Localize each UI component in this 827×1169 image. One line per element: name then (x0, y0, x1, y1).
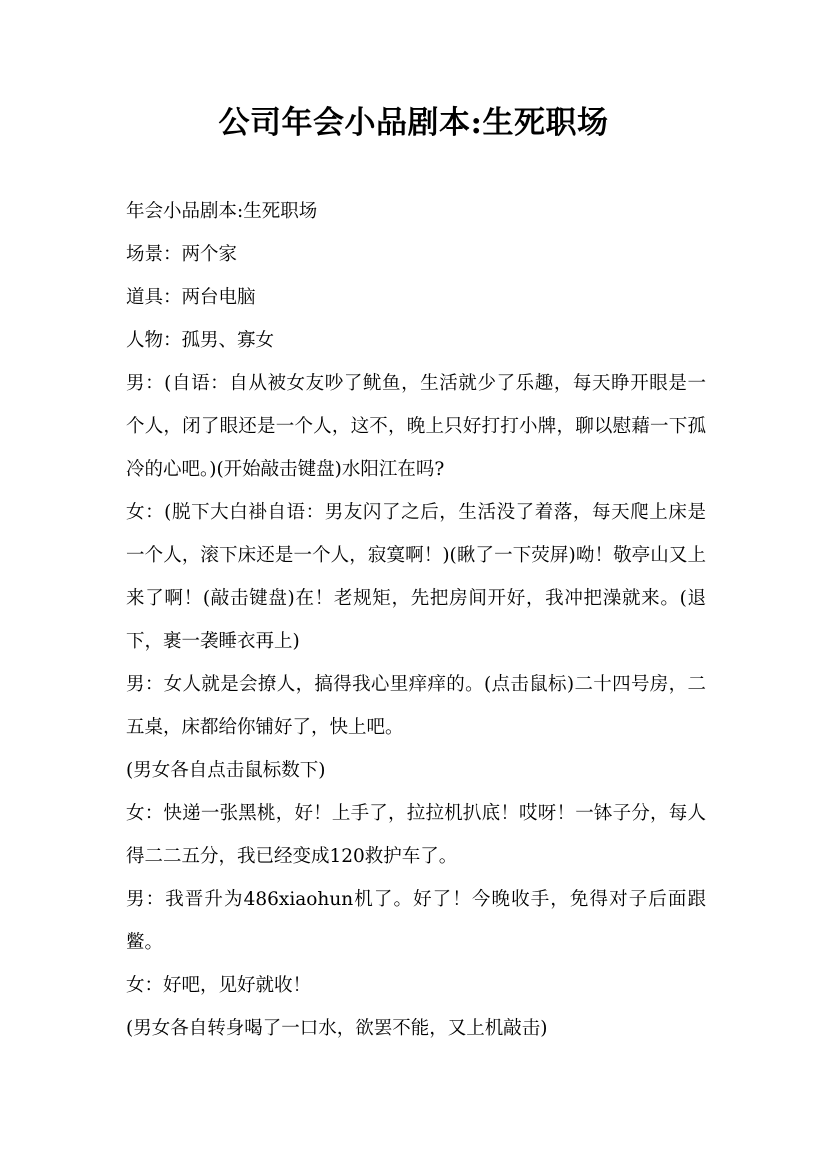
document-title: 公司年会小品剧本:生死职场 (218, 105, 609, 141)
paragraph-scene: 场景：两个家 (126, 244, 238, 265)
paragraph-dialogue: 女：快递一张黑桃，好！上手了，拉拉机扒底！哎呀！一钵子分，每人得二二五分，我已经变成120救护车了。 (126, 803, 706, 867)
paragraph-dialogue: 男：我晋升为486xiaohun机了。好了！今晚收手，免得对子后面跟鳖。 (126, 889, 706, 953)
paragraph-dialogue: 男：(自语：自从被女友吵了鱿鱼，生活就少了乐趣，每天睁开眼是一个人，闭了眼还是一个人，这不，晚上只好打打小牌，聊以慰藉一下孤冷的心吧。)(开始敲击键盘)水阳江在吗? (126, 373, 706, 480)
paragraph-characters: 人物：孤男、寡女 (126, 330, 275, 351)
paragraph-subtitle: 年会小品剧本:生死职场 (126, 201, 318, 222)
paragraph-dialogue: 女：好吧，见好就收！ (126, 975, 312, 996)
paragraph-stage-direction: (男女各自转身喝了一口水，欲罢不能，又上机敲击) (126, 1018, 548, 1039)
paragraph-dialogue: 女：(脱下大白褂自语：男友闪了之后，生活没了着落，每天爬上床是一个人，滚下床还是一个人，寂寞啊！)(瞅了一下荧屏)呦！敬亭山又上来了啊！(敲击键盘)在！老规矩，先把房间开好，我冲把澡就来。(退下，裹一袭睡衣再上) (126, 502, 706, 652)
paragraph-dialogue: 男：女人就是会撩人，搞得我心里痒痒的。(点击鼠标)二十四号房，二五桌，床都给你铺好了，快上吧。 (126, 674, 706, 738)
paragraph-props: 道具：两台电脑 (126, 287, 256, 308)
paragraph-stage-direction: (男女各自点击鼠标数下) (126, 760, 326, 781)
document-body (126, 190, 706, 1050)
